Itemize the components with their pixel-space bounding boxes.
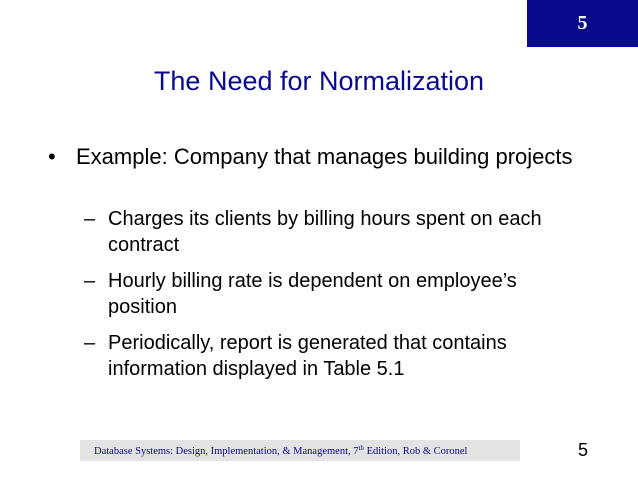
chapter-badge: 5 bbox=[527, 0, 638, 47]
sub-bullet-marker: – bbox=[84, 332, 96, 354]
footer-superscript: th bbox=[358, 444, 364, 452]
sub-bullet-3: Periodically, report is generated that contains information displayed in Table 5.1 bbox=[108, 332, 507, 380]
sub-bullet-marker: – bbox=[84, 270, 96, 292]
slide-title: The Need for Normalization bbox=[153, 66, 485, 96]
sub-bullet-2: Hourly billing rate is dependent on employee’s position bbox=[108, 270, 517, 318]
footer-citation bbox=[80, 440, 520, 461]
footer-text-before: Database Systems: Design, Implementation, & Management, 7 bbox=[94, 446, 359, 457]
sub-bullet-marker: – bbox=[84, 208, 96, 230]
bullet-main: Example: Company that manages building projects bbox=[76, 144, 573, 169]
bullet-marker: • bbox=[48, 144, 56, 169]
footer-text-after: Edition, Rob & Coronel bbox=[363, 446, 468, 457]
sub-bullet-1: Charges its clients by billing hours spent on each contract bbox=[108, 208, 542, 256]
page-number: 5 bbox=[577, 440, 588, 460]
